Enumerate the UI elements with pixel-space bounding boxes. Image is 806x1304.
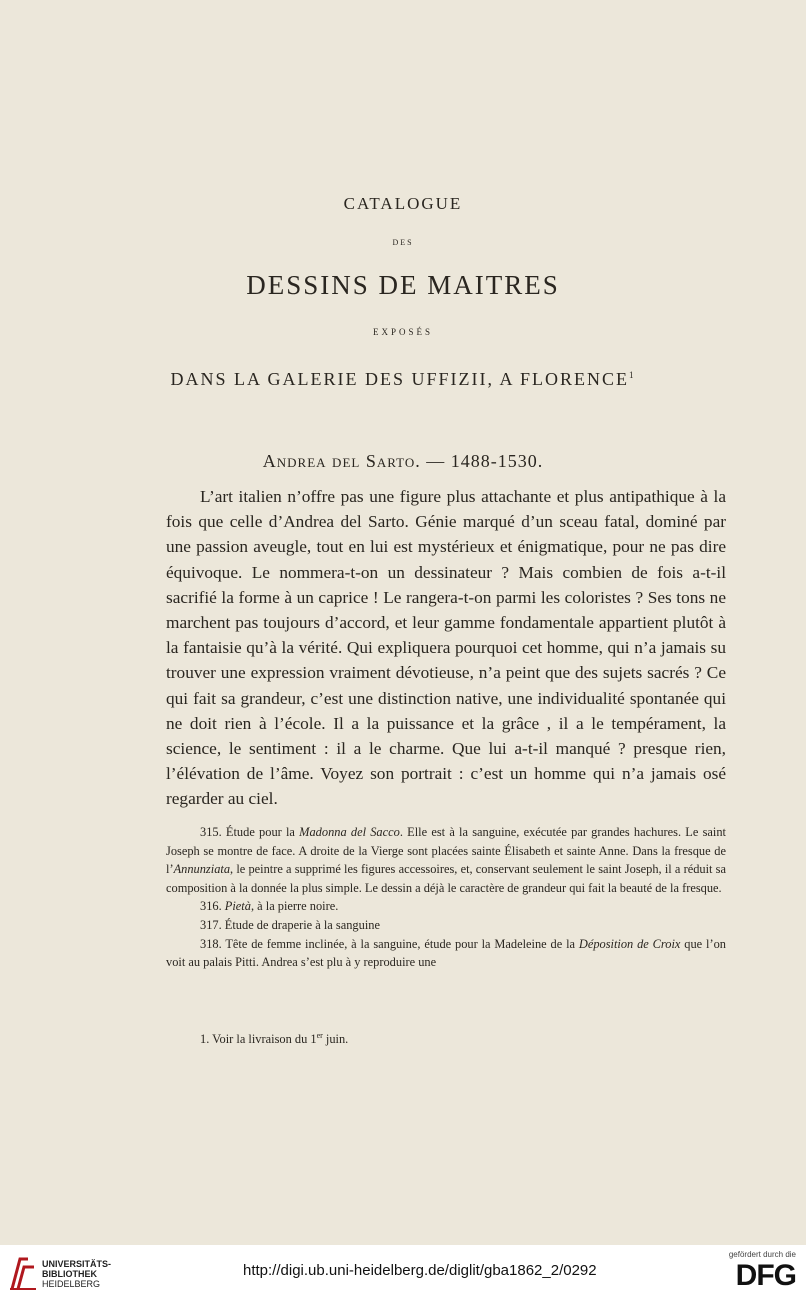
title-location xyxy=(0,369,806,390)
catalogue-entry xyxy=(166,935,726,972)
entry-number: 318. xyxy=(200,936,222,951)
ub-line1: UNIVERSITÄTS- xyxy=(42,1259,112,1269)
artist-heading: Andrea del Sarto. — 1488-1530. xyxy=(262,451,544,471)
title-exposes: EXPOSÉS xyxy=(372,327,433,337)
footnote-text: 1. Voir la livraison du 1 xyxy=(200,1032,317,1047)
entry-text: . Elle est à la sanguine, exécutée par grandes hachures. Le saint Joseph se montre de face. A droite de la Vierge sont placées sainte Élisabeth et sainte Anne. Dans la fresque de l’ xyxy=(166,825,726,877)
footnote-text-end: juin. xyxy=(322,1032,349,1047)
entry-text: Étude pour la xyxy=(225,825,300,839)
ub-logo-icon xyxy=(8,1255,38,1293)
entry-number: 316. xyxy=(200,899,222,914)
entry-text: Tête de femme inclinée, à la sanguine, étude pour la Madeleine de la xyxy=(225,936,579,951)
entry-title: Pietà xyxy=(224,899,251,914)
entry-text: que l’on voit au palais Pitti. Andrea s’est plu à y reproduire une xyxy=(166,936,726,970)
footnote-sup: er xyxy=(316,1031,323,1040)
entry-title: Annunziata xyxy=(173,862,231,877)
ub-logo-text xyxy=(42,1259,111,1289)
dfg-wordmark: DFG xyxy=(735,1259,796,1292)
footnote xyxy=(200,1031,348,1047)
catalogue-entry xyxy=(166,897,726,916)
intro-paragraph xyxy=(166,484,726,812)
entry-text: , le peintre a supprimé les figures accessoires, et, conservant seulement le saint Joseph, il a réduit sa composition à la donnée la plus simple. Le dessin a déjà le caractère de grandeur qui fait la beauté de la fresque. xyxy=(166,862,726,895)
entry-title: Déposition de Croix xyxy=(578,936,681,951)
entry-number: 317. xyxy=(200,917,222,932)
title-dessins: DESSINS DE MAITRES xyxy=(246,270,560,300)
entry-number: 315. xyxy=(200,825,222,839)
entry-title: Madonna del Sacco xyxy=(299,825,400,839)
catalogue-entries xyxy=(166,823,726,972)
title-catalogue: CATALOGUE xyxy=(343,194,463,213)
ub-line3: HEIDELBERG xyxy=(42,1279,101,1289)
entry-text: , à la pierre noire. xyxy=(250,899,339,914)
title-location-text: DANS LA GALERIE DES UFFIZII, A FLORENCE xyxy=(170,369,629,389)
footnote-mark: 1 xyxy=(629,370,636,380)
intro-paragraph-text: L’art italien n’offre pas une figure plus attachante et plus antipathique à la fois que celle d’Andrea del Sarto. Génie marqué d’un sceau fatal, dominé par une passion aveugle, tout en lui est mystérieux et énigmatique, pour ne pas dire équivoque. Le nommera-t-on un dessinateur ? Mais combien de fois a-t-il sacrifié la forme à un caprice ! Le rangera-t-on parmi les coloristes ? Ses tons ne marchent pas toujours d’accord, et leur gamme fondamentale appartient plutôt à la fantaisie qu’à la vérité. Qui expliquera pourquoi cet homme, qui n’a jamais su trouver une expression vraiment dévotieuse, n’a peint que des sujets sacrés ? Ce qui fait sa grandeur, c’est une distinction native, une individualité spontanée qui ne doit rien à l’école. Il a la puissance et la grâce , il a le tempérament, la science, le sentiment : il a le charme. Que lui a-t-il manqué ? presque rien, l’élévation de l’âme. Voyez son portrait : c’est un homme qui n’a jamais osé regarder au ciel. xyxy=(166,487,726,809)
dfg-caption: gefördert durch die xyxy=(728,1250,796,1259)
catalogue-entry xyxy=(166,916,726,935)
catalogue-entry xyxy=(166,823,726,897)
title-des: DES xyxy=(392,238,414,247)
ub-heidelberg-logo[interactable] xyxy=(8,1253,128,1297)
dfg-logo[interactable] xyxy=(716,1250,796,1293)
entry-text: Étude de draperie à la sanguine xyxy=(224,917,380,932)
viewer-footer xyxy=(0,1245,806,1304)
permalink-url[interactable]: http://digi.ub.uni-heidelberg.de/diglit/gba1862_2/0292 xyxy=(243,1262,597,1279)
ub-line2: BIBLIOTHEK xyxy=(42,1269,97,1279)
